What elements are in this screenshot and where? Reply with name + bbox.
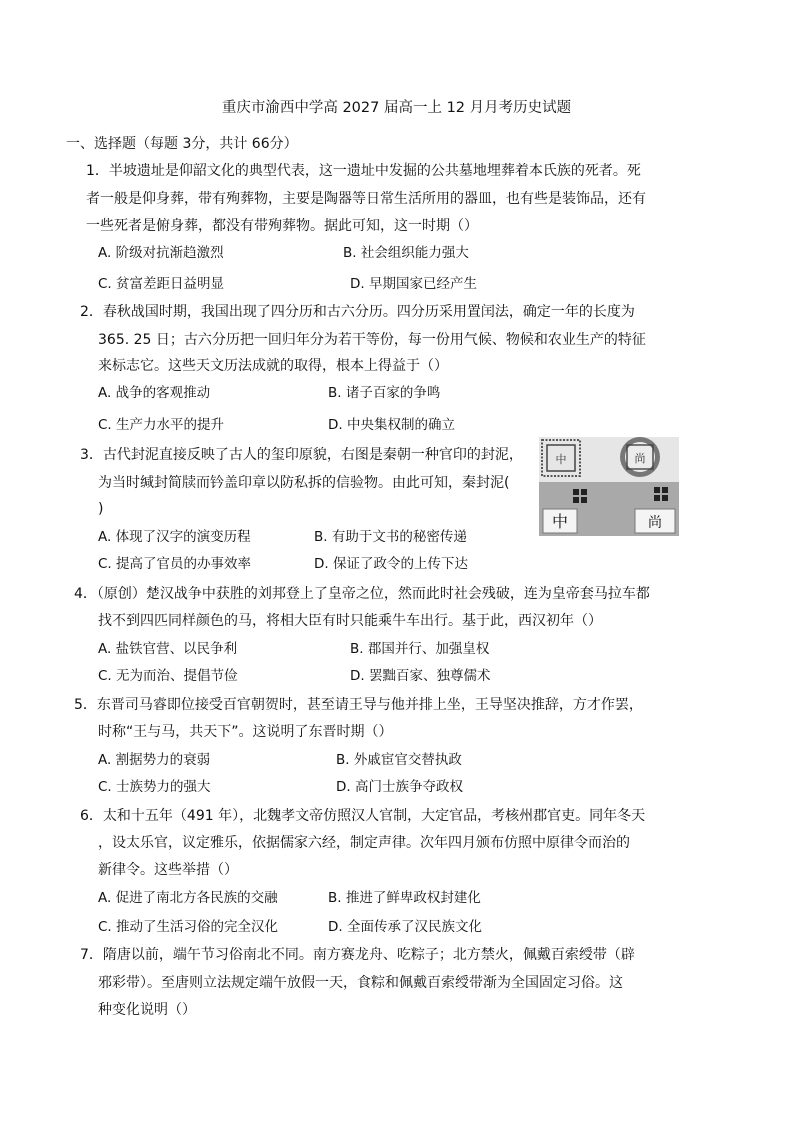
q4-option-b: B. 郡国并行、加强皇权 bbox=[350, 641, 490, 657]
q2-option-d: D. 中央集权制的确立 bbox=[328, 417, 455, 433]
q7-line-3: 种变化说明（） bbox=[98, 1002, 196, 1018]
q6-option-d: D. 全面传承了汉民族文化 bbox=[328, 919, 482, 935]
q6-option-b: B. 推进了鲜卑政权封建化 bbox=[328, 890, 481, 906]
q5-option-b: B. 外戚宦官交替执政 bbox=[336, 752, 462, 768]
q3-option-a: A. 体现了汉字的演变历程 bbox=[98, 529, 251, 545]
section-heading: 一、选择题（每题 3分，共计 66分） bbox=[66, 136, 298, 152]
q3-line-1: 3．古代封泥直接反映了古人的玺印原貌，右图是秦朝一种官印的封泥， bbox=[80, 447, 523, 463]
q3-line-3: ) bbox=[98, 501, 104, 517]
q6-option-a: A. 促进了南北方各民族的交融 bbox=[98, 890, 278, 906]
q5-option-d: D. 高门士族争夺政权 bbox=[336, 779, 463, 795]
q7-line-1: 7．隋唐以前，端午节习俗南北不同。南方赛龙舟、吃粽子；北方禁火，佩戴百索绶带（辟 bbox=[80, 947, 635, 963]
q4-option-c: C. 无为而治、提倡节俭 bbox=[98, 668, 238, 684]
q5-option-c: C. 士族势力的强大 bbox=[98, 779, 211, 795]
q6-line-2: ，设太乐官，议定雅乐，依据儒家六经，制定声律。次年四月颁布仿照中原律令而治的 bbox=[98, 835, 630, 851]
q6-line-1: 6．太和十五年（491 年），北魏孝文帝仿照汉人官制，大定官品，考核州郡官吏。同年冬天 bbox=[80, 808, 646, 824]
q5-line-2: 时称“王与马，共天下”。这说明了东晋时期（） bbox=[98, 724, 393, 740]
q5-option-a: A. 割据势力的衰弱 bbox=[98, 752, 211, 768]
q7-line-2: 邪彩带）。至唐则立法规定端午放假一天，食粽和佩戴百索绶带渐为全国固定习俗。这 bbox=[98, 975, 623, 991]
q3-option-b: B. 有助于文书的秘密传递 bbox=[314, 529, 467, 545]
q6-option-c: C. 推动了生活习俗的完全汉化 bbox=[98, 919, 279, 935]
q1-option-d: D. 早期国家已经产生 bbox=[350, 276, 477, 292]
exam-title: 重庆市渝西中学高 2027 届高一上 12 月月考历史试题 bbox=[221, 100, 572, 116]
q4-option-a: A. 盐铁官营、以民争利 bbox=[98, 641, 238, 657]
q2-line-2: 365. 25 日；古六分历把一回归年分为若干等份，每一份用气候、物候和农业生产的特征 bbox=[98, 332, 646, 348]
q2-line-1: 2．春秋战国时期，我国出现了四分历和古六分历。四分历采用置闰法，确定一年的长度为 bbox=[80, 304, 635, 320]
q1-option-a: A. 阶级对抗渐趋激烈 bbox=[98, 245, 224, 261]
q3-option-d: D. 保证了政令的上传下达 bbox=[314, 556, 468, 572]
q4-option-d: D. 罢黜百家、独尊儒术 bbox=[350, 668, 491, 684]
q2-option-c: C. 生产力水平的提升 bbox=[98, 417, 225, 433]
seal-char-3: 中 bbox=[551, 512, 569, 531]
q1-option-b: B. 社会组织能力强大 bbox=[343, 245, 469, 261]
seal-char-2: 尚 bbox=[634, 452, 646, 465]
q1-line-2: 者一般是仰身葬，带有殉葬物，主要是陶器等日常生活所用的器皿，也有些是装饰品，还有 bbox=[86, 191, 646, 207]
q3-option-c: C. 提高了官员的办事效率 bbox=[98, 556, 252, 572]
seal-impression-right bbox=[620, 437, 660, 477]
q6-line-3: 新律令。这些举措（） bbox=[98, 862, 238, 878]
seal-char-1: 中 bbox=[555, 453, 567, 466]
q4-line-1: 4．（原创）楚汉战争中获胜的刘邦登上了皇帝之位，然而此时社会残破，连为皇帝套马拉车都 bbox=[74, 586, 650, 602]
q1-line-3: 一些死者是俯身葬，都没有带殉葬物。据此可知，这一时期（） bbox=[86, 218, 478, 234]
q1-option-c: C. 贫富差距日益明显 bbox=[98, 276, 225, 292]
q1-line-1: 1．半坡遗址是仰韶文化的典型代表，这一遗址中发掘的公共墓地埋葬着本氏族的死者。死 bbox=[86, 163, 641, 179]
seal-clay-photo bbox=[539, 437, 679, 536]
q4-line-2: 找不到四匹同样颜色的马，将相大臣有时只能乘牛车出行。基于此，西汉初年（） bbox=[98, 613, 602, 629]
q2-line-3: 来标志它。这些天文历法成就的取得，根本上得益于（） bbox=[98, 358, 448, 374]
q3-line-2: 为当时缄封简牍而钤盖印章以防私拆的信验物。由此可知，秦封泥( bbox=[98, 475, 510, 491]
q2-option-a: A. 战争的客观推动 bbox=[98, 385, 211, 401]
seal-impression-left bbox=[542, 440, 580, 476]
seal-char-4: 尚 bbox=[648, 515, 662, 531]
q5-line-1: 5．东晋司马睿即位接受百官朝贺时，甚至请王导与他并排上坐，王导坚决推辞，方才作罢， bbox=[74, 697, 643, 713]
seal-clay-illustration bbox=[539, 437, 679, 536]
q2-option-b: B. 诸子百家的争鸣 bbox=[328, 385, 441, 401]
